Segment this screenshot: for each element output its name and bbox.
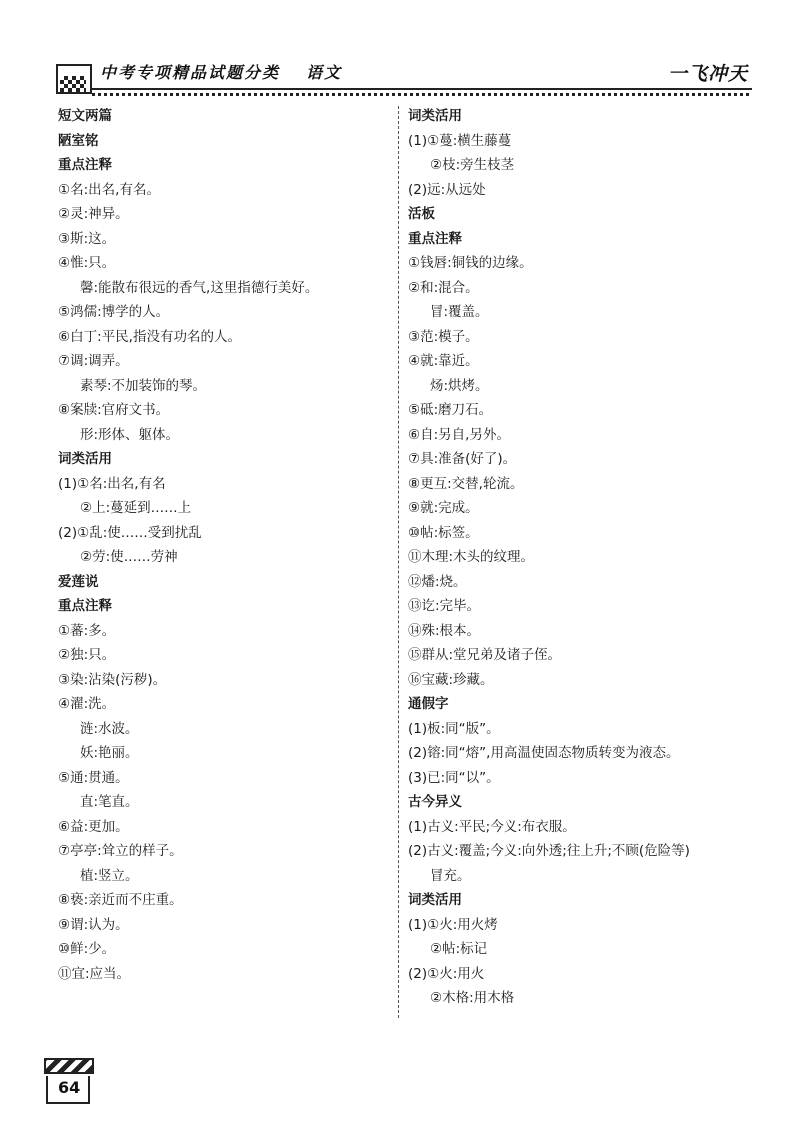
section-heading: 通假字 <box>408 696 449 712</box>
note-line: ④濯:洗。 <box>58 696 116 712</box>
note-line: 植:竖立。 <box>80 867 139 884</box>
checker-pattern <box>60 76 86 92</box>
note-line: (2)古义:覆盖;今义:向外透;往上升;不顾(危险等) <box>408 843 690 859</box>
note-line: ①蕃:多。 <box>58 622 116 639</box>
section-heading: 爱莲说 <box>58 573 99 590</box>
checkered-logo-icon <box>56 64 92 94</box>
note-line: ⑦调:调弄。 <box>58 353 129 369</box>
note-line: (1)古义:平民;今义:布衣服。 <box>408 818 576 835</box>
note-line: ④就:靠近。 <box>408 353 479 369</box>
section-heading: 活板 <box>408 206 435 222</box>
page-header <box>0 0 800 105</box>
note-line: ⑤砥:磨刀石。 <box>408 402 493 418</box>
note-line: ⑧更互:交替,轮流。 <box>408 475 524 492</box>
note-line: ②劳:使……劳神 <box>80 549 178 565</box>
note-line: ⑥自:另自,另外。 <box>408 426 510 443</box>
page-number-badge <box>44 1058 96 1108</box>
note-line: ⑤鸿儒:博学的人。 <box>58 304 170 320</box>
section-heading: 词类活用 <box>408 892 462 908</box>
section-heading: 短文两篇 <box>58 108 112 124</box>
note-line: 妖:艳丽。 <box>80 745 139 761</box>
note-line: ⑯宝藏:珍藏。 <box>408 671 494 688</box>
note-line: ⑫燔:烧。 <box>408 573 467 590</box>
note-line: ③斯:这。 <box>58 230 116 247</box>
note-line: ⑬讫:完毕。 <box>408 598 481 614</box>
note-line: 冒:覆盖。 <box>430 304 489 320</box>
note-line: ⑪木理:木头的纹理。 <box>408 549 535 565</box>
page-number: 64 <box>58 1078 81 1097</box>
note-line: ⑪宜:应当。 <box>58 965 131 982</box>
section-heading: 古今异义 <box>408 794 462 810</box>
note-line: ⑥白丁:平民,指没有功名的人。 <box>58 328 241 345</box>
note-line: 直:笔直。 <box>80 794 139 810</box>
note-line: ⑧案牍:官府文书。 <box>58 402 170 418</box>
note-line: 炀:烘烤。 <box>430 377 489 394</box>
right-column <box>408 104 773 1011</box>
note-line: (3)已:同“以”。 <box>408 769 500 786</box>
striped-banner-icon <box>44 1058 94 1074</box>
note-line: ⑭殊:根本。 <box>408 622 481 639</box>
note-line: 形:形体、躯体。 <box>80 426 180 443</box>
note-line: ⑦亭亭:耸立的样子。 <box>58 843 183 859</box>
book-title: 中考专项精品试题分类 <box>100 63 281 82</box>
note-line: (2)①火:用火 <box>408 965 485 982</box>
note-line: (1)①名:出名,有名 <box>58 475 166 492</box>
section-heading: 词类活用 <box>58 451 112 467</box>
note-line: ⑩帖:标签。 <box>408 524 479 541</box>
note-line: ②灵:神异。 <box>58 206 129 222</box>
note-line: ⑦具:准备(好了)。 <box>408 451 517 467</box>
note-line: 冒充。 <box>430 867 471 884</box>
note-line: ⑩鲜:少。 <box>58 941 116 957</box>
note-line: (2)远:从远处 <box>408 181 486 198</box>
section-heading: 陋室铭 <box>58 132 99 149</box>
note-line: ⑧亵:亲近而不庄重。 <box>58 892 183 908</box>
brand-logo: 一飞冲天 <box>667 63 748 85</box>
note-line: 馨:能散布很远的香气,这里指德行美好。 <box>80 279 319 296</box>
note-line: ①名:出名,有名。 <box>58 181 160 198</box>
note-line: ③染:沾染(污秽)。 <box>58 671 167 688</box>
section-heading: 重点注释 <box>408 230 462 247</box>
note-line: ②帖:标记 <box>430 941 488 957</box>
note-line: ①钱唇:铜钱的边缘。 <box>408 255 533 271</box>
note-line: ⑮群从:堂兄弟及诸子侄。 <box>408 647 562 663</box>
note-line: ④惟:只。 <box>58 255 116 271</box>
section-heading: 重点注释 <box>58 157 112 173</box>
note-line: (2)镕:同“熔”,用高温使固态物质转变为液态。 <box>408 745 680 761</box>
note-line: (2)①乱:使……受到扰乱 <box>58 524 202 541</box>
note-line: ②独:只。 <box>58 647 116 663</box>
note-line: ②上:蔓延到……上 <box>80 500 192 516</box>
note-line: ②木格:用木格 <box>430 990 515 1006</box>
note-line: ⑤通:贯通。 <box>58 769 129 786</box>
note-line: ②枝:旁生枝茎 <box>430 157 515 173</box>
left-column <box>58 104 388 986</box>
section-heading: 词类活用 <box>408 108 462 124</box>
note-line: ⑨就:完成。 <box>408 500 479 516</box>
note-line: ③范:模子。 <box>408 328 479 345</box>
note-line: ②和:混合。 <box>408 279 479 296</box>
section-heading: 重点注释 <box>58 598 112 614</box>
note-line: 素琴:不加装饰的琴。 <box>80 377 207 394</box>
note-line: (1)①蔓:横生藤蔓 <box>408 132 512 149</box>
note-line: ⑥益:更加。 <box>58 818 129 835</box>
column-divider <box>398 106 399 1018</box>
note-line: ⑨谓:认为。 <box>58 916 129 933</box>
note-line: (1)①火:用火烤 <box>408 916 498 933</box>
subject-label: 语文 <box>306 63 343 82</box>
note-line: (1)板:同“版”。 <box>408 720 500 737</box>
header-rule <box>92 88 752 96</box>
note-line: 涟:水波。 <box>80 720 139 737</box>
header-title <box>100 60 342 83</box>
